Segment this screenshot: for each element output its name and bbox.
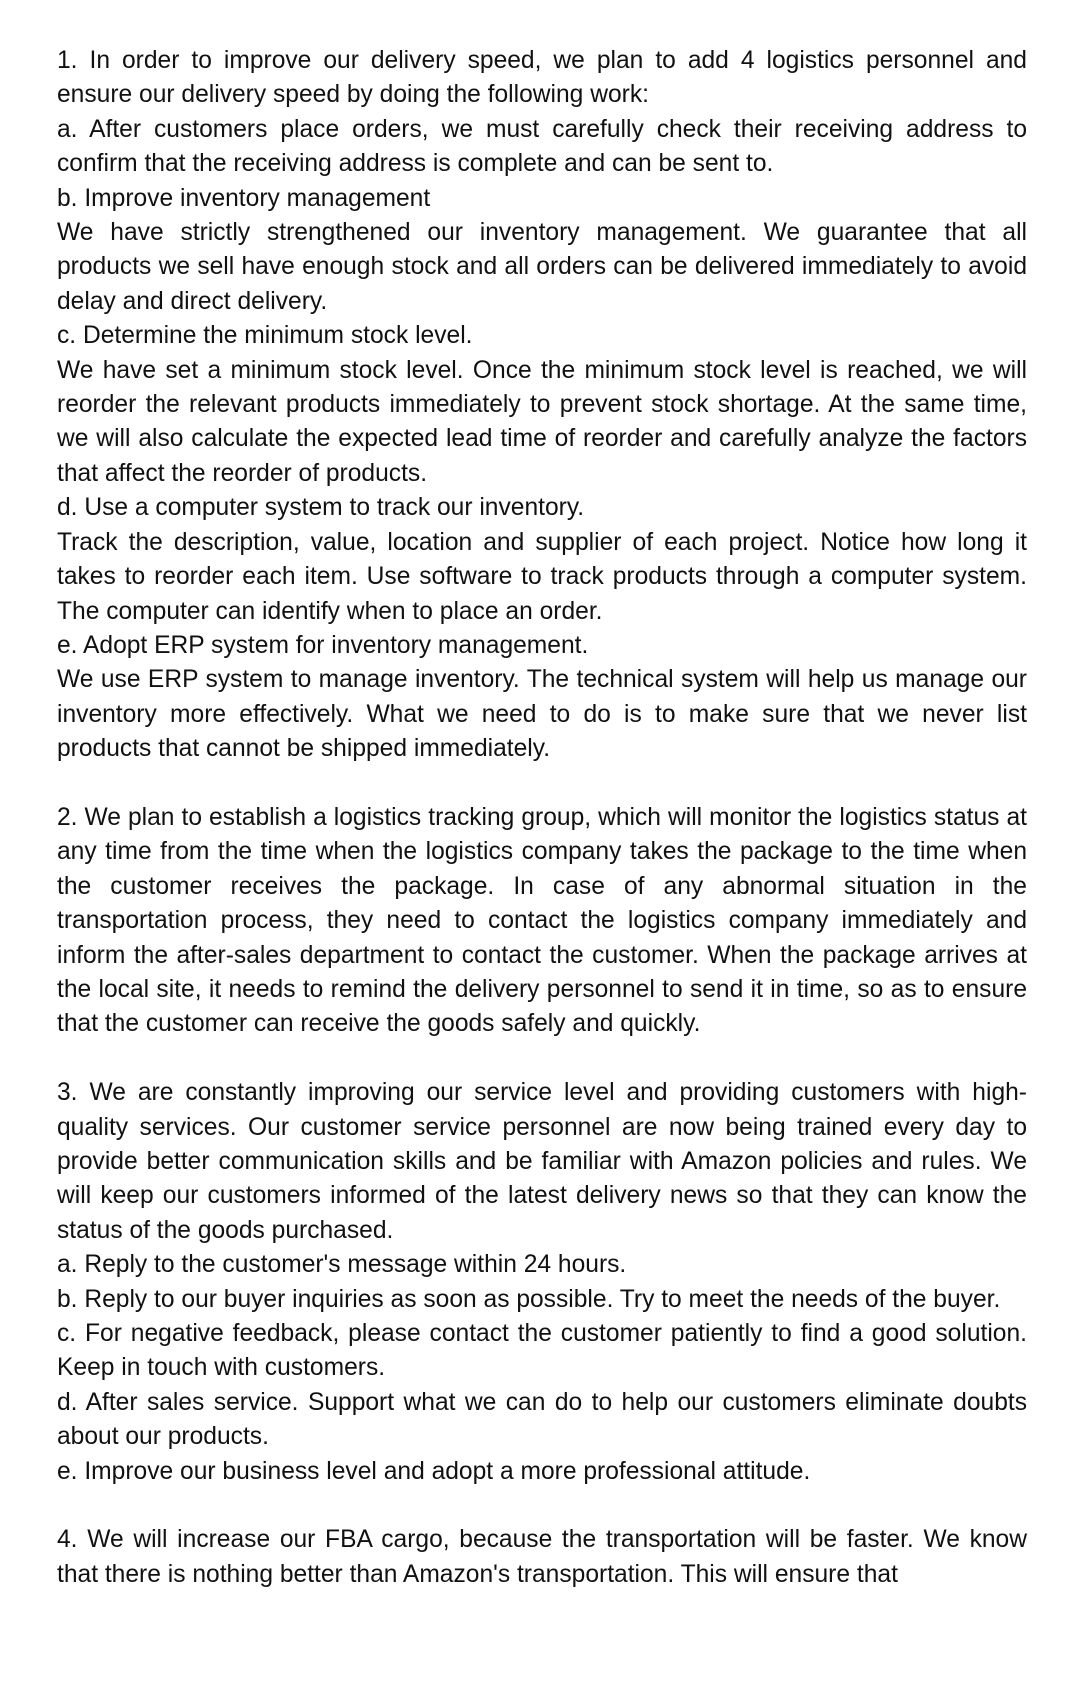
paragraph-item-c-heading: c. Determine the minimum stock level.: [57, 322, 473, 350]
paragraph-spacer: [57, 1489, 1027, 1523]
paragraph-item-a: a. After customers place orders, we must carefully check their receiving address to confirm that the receiving address is complete and can be sent to.: [57, 115, 1027, 178]
paragraph-item-c: c. For negative feedback, please contact the customer patiently to find a good solution. Keep in touch with customers.: [57, 1320, 1027, 1382]
paragraph-intro-4: 4. We will increase our FBA cargo, because the transportation will be faster. We know that there is nothing better than Amazon's transportation. This will ensure that: [57, 1526, 1027, 1588]
section-4-fba-cargo: [57, 1523, 1027, 1592]
paragraph-spacer: [57, 1042, 1027, 1076]
paragraph-item-c-body: We have set a minimum stock level. Once the minimum stock level is reached, we will reorder the relevant products immediately to prevent stock shortage. At the same time, we will also calculate the expected lead time of reorder and carefully analyze the factors that affect the reorder of products.: [57, 356, 1027, 487]
document-page: [57, 44, 1027, 1592]
paragraph-item-b-heading: b. Improve inventory management: [57, 184, 431, 212]
paragraph-item-e-heading: e. Adopt ERP system for inventory management.: [57, 631, 589, 659]
paragraph-item-b-body: We have strictly strengthened our inventory management. We guarantee that all products we sell have enough stock and all orders can be delivered immediately to avoid delay and direct delivery.: [57, 219, 1027, 315]
paragraph-intro-2: 2. We plan to establish a logistics tracking group, which will monitor the logistics status at any time from the time when the logistics company takes the package to the time when the customer receives the package. In case of any abnormal situation in the transportation process, they need to contact the logistics company immediately and inform the after-sales department to contact the customer. When the package arrives at the local site, it needs to remind the delivery personnel to send it in time, so as to ensure that the customer can receive the goods safely and quickly.: [57, 803, 1027, 1038]
section-2-logistics-tracking: [57, 801, 1027, 1042]
paragraph-item-e: e. Improve our business level and adopt a more professional attitude.: [57, 1457, 811, 1485]
paragraph-item-d-body: Track the description, value, location and supplier of each project. Notice how long it takes to reorder each item. Use software to track products through a computer system. The computer can identify when to place an order.: [57, 528, 1027, 625]
paragraph-item-d: d. After sales service. Support what we can do to help our customers eliminate doubts about our products.: [57, 1388, 1027, 1451]
paragraph-item-a: a. Reply to the customer's message within 24 hours.: [57, 1251, 627, 1279]
paragraph-intro-1: 1. In order to improve our delivery speed, we plan to add 4 logistics personnel and ensure our delivery speed by doing the following work:: [57, 47, 1027, 109]
paragraph-intro-3: 3. We are constantly improving our service level and providing customers with high-quality services. Our customer service personnel are now being trained every day to provide better communication skills and be familiar with Amazon policies and rules. We will keep our customers informed of the latest delivery news so that they can know the status of the goods purchased.: [57, 1079, 1027, 1244]
section-1-logistics-personnel: [57, 44, 1027, 767]
paragraph-item-d-heading: d. Use a computer system to track our inventory.: [57, 494, 585, 522]
paragraph-item-b: b. Reply to our buyer inquiries as soon as possible. Try to meet the needs of the buyer.: [57, 1285, 1001, 1313]
paragraph-item-e-body: We use ERP system to manage inventory. The technical system will help us manage our inventory more effectively. What we need to do is to make sure that we never list products that cannot be shipped immediately.: [57, 666, 1027, 763]
paragraph-spacer: [57, 767, 1027, 801]
section-3-customer-service: [57, 1076, 1027, 1489]
